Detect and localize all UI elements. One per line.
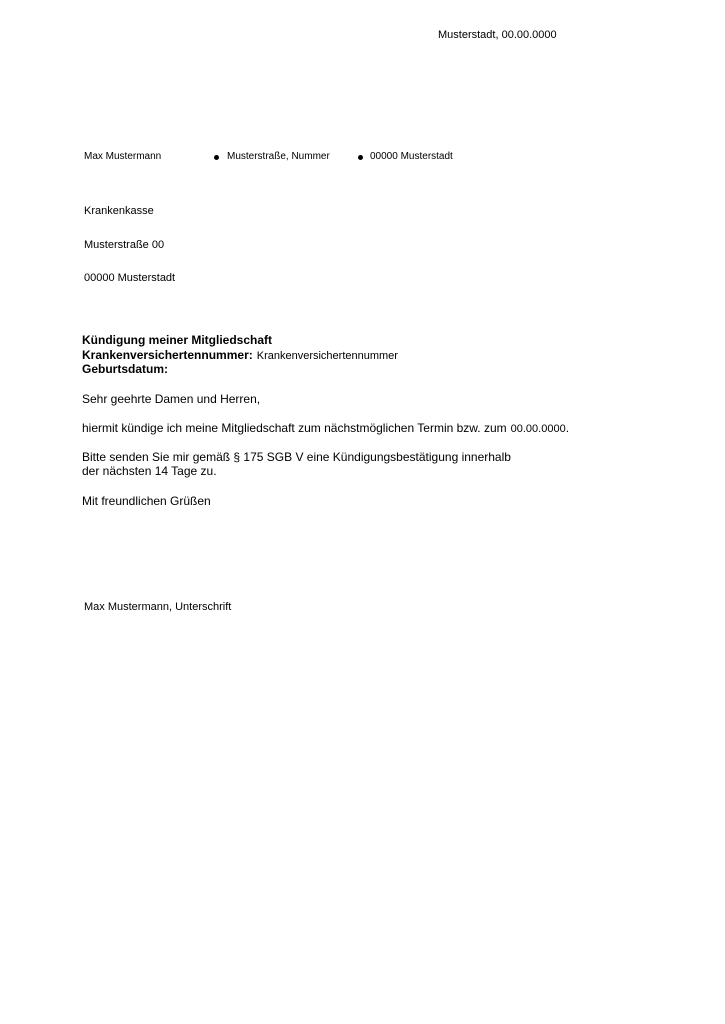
termination-period: . xyxy=(565,421,570,435)
bullet-separator-2 xyxy=(358,155,363,160)
bullet-separator-1 xyxy=(214,155,219,160)
recipient-name: Krankenkasse xyxy=(84,205,154,217)
termination-date: 00.00.0000 xyxy=(510,423,566,435)
insurance-number-line xyxy=(82,348,398,362)
subject-title: Kündigung meiner Mitgliedschaft xyxy=(82,333,273,347)
confirmation-line-1: Bitte senden Sie mir gemäß § 175 SGB V eine Kündigungsbestätigung innerhalb xyxy=(82,450,511,464)
closing: Mit freundlichen Grüßen xyxy=(82,494,211,508)
signature: Max Mustermann, Unterschrift xyxy=(84,601,232,613)
termination-text: hiermit kündige ich meine Mitgliedschaft zum nächstmöglichen Termin bzw. zum xyxy=(82,421,507,435)
birthdate-label: Geburtsdatum: xyxy=(82,362,169,376)
insurance-number-value: Krankenversichertennummer xyxy=(256,350,398,362)
termination-line xyxy=(82,421,569,435)
insurance-number-label: Krankenversichertennummer: xyxy=(82,348,253,362)
confirmation-paragraph xyxy=(82,450,511,478)
sender-street: Musterstraße, Nummer xyxy=(227,151,330,162)
place-date: Musterstadt, 00.00.0000 xyxy=(438,29,557,41)
sender-city: 00000 Musterstadt xyxy=(370,151,453,162)
recipient-street: Musterstraße 00 xyxy=(84,239,165,251)
recipient-city: 00000 Musterstadt xyxy=(84,272,176,284)
confirmation-line-2: der nächsten 14 Tage zu. xyxy=(82,464,217,478)
sender-name: Max Mustermann xyxy=(84,151,162,162)
salutation: Sehr geehrte Damen und Herren, xyxy=(82,392,261,406)
